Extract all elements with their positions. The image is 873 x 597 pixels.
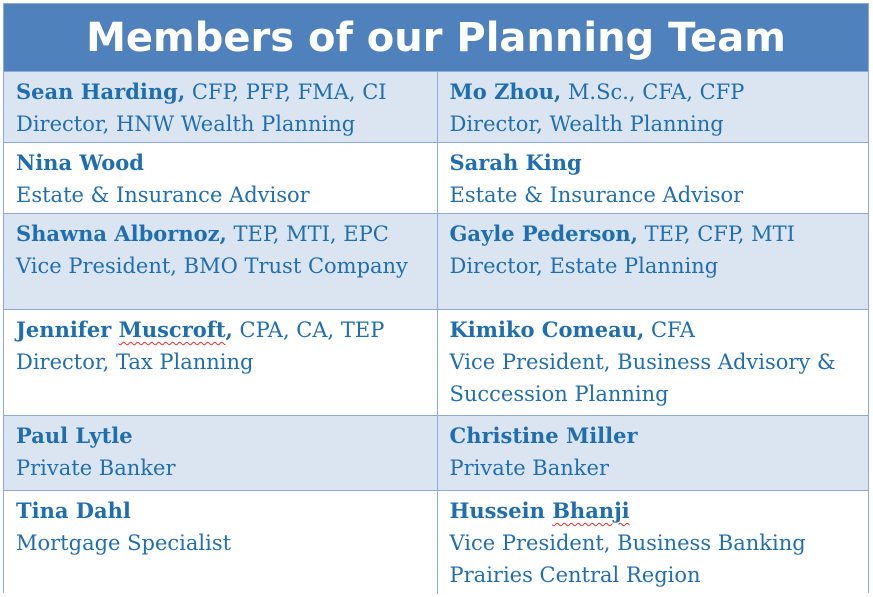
member-name-first: Hussein	[449, 498, 553, 523]
member-name: Tina Dahl	[16, 498, 131, 523]
member-cell-kimiko-comeau	[437, 310, 868, 416]
member-name: Sean Harding,	[16, 79, 186, 104]
member-cell-gayle-pederson	[437, 214, 868, 310]
member-credentials: M.Sc., CFA, CFP	[561, 80, 745, 104]
member-name-comma: ,	[225, 317, 233, 342]
member-name-first: Jennifer	[16, 317, 119, 342]
member-name: Gayle Pederson,	[449, 221, 638, 246]
member-name: Nina Wood	[16, 150, 144, 175]
member-cell-shawna-albornoz	[4, 214, 437, 310]
member-cell-mo-zhou	[437, 72, 868, 143]
member-role: Vice President, Business Advisory & Succession Planning	[449, 350, 836, 406]
member-name: Shawna Albornoz,	[16, 221, 227, 246]
member-role: Estate & Insurance Advisor	[449, 183, 744, 207]
member-cell-sarah-king	[437, 143, 868, 214]
member-credentials: TEP, MTI, EPC	[226, 222, 389, 246]
member-role: Mortgage Specialist	[16, 531, 232, 555]
member-name-last-spellcheck: Bhanji	[552, 498, 630, 523]
member-role: Director, Tax Planning	[16, 350, 254, 374]
member-cell-tina-dahl	[4, 491, 437, 594]
member-name: Mo Zhou,	[449, 79, 562, 104]
member-credentials: TEP, CFP, MTI	[638, 222, 795, 246]
member-cell-paul-lytle	[4, 416, 437, 491]
members-grid	[4, 71, 868, 594]
table-row	[4, 491, 868, 594]
member-cell-christine-miller	[437, 416, 868, 491]
member-role: Estate & Insurance Advisor	[16, 183, 310, 207]
member-name: Sarah King	[449, 150, 582, 175]
member-credentials: CFP, PFP, FMA, CI	[185, 80, 387, 104]
member-role: Vice President, Business Banking	[449, 531, 806, 555]
member-role: Director, Wealth Planning	[449, 112, 724, 136]
title-bar	[4, 4, 868, 71]
table-row	[4, 72, 868, 143]
table-row	[4, 416, 868, 491]
member-cell-jennifer-muscroft	[4, 310, 437, 416]
member-name: Kimiko Comeau,	[449, 317, 645, 342]
member-credentials: CPA, CA, TEP	[232, 318, 385, 342]
member-name: Paul Lytle	[16, 423, 133, 448]
member-role: Director, HNW Wealth Planning	[16, 112, 356, 136]
table-row	[4, 214, 868, 310]
member-role: Private Banker	[449, 456, 609, 480]
table-row	[4, 143, 868, 214]
planning-team-table	[3, 3, 869, 593]
member-role: Private Banker	[16, 456, 176, 480]
member-region: Prairies Central Region	[449, 563, 701, 587]
table-row	[4, 310, 868, 416]
member-cell-sean-harding	[4, 72, 437, 143]
member-credentials: CFA	[644, 318, 695, 342]
table-title: Members of our Planning Team	[86, 14, 786, 61]
member-cell-nina-wood	[4, 143, 437, 214]
member-name: Christine Miller	[449, 423, 638, 448]
member-cell-hussein-bhanji	[437, 491, 868, 594]
member-name-last-spellcheck: Muscroft	[118, 317, 226, 342]
member-role: Director, Estate Planning	[449, 254, 719, 278]
member-role: Vice President, BMO Trust Company	[16, 254, 408, 278]
